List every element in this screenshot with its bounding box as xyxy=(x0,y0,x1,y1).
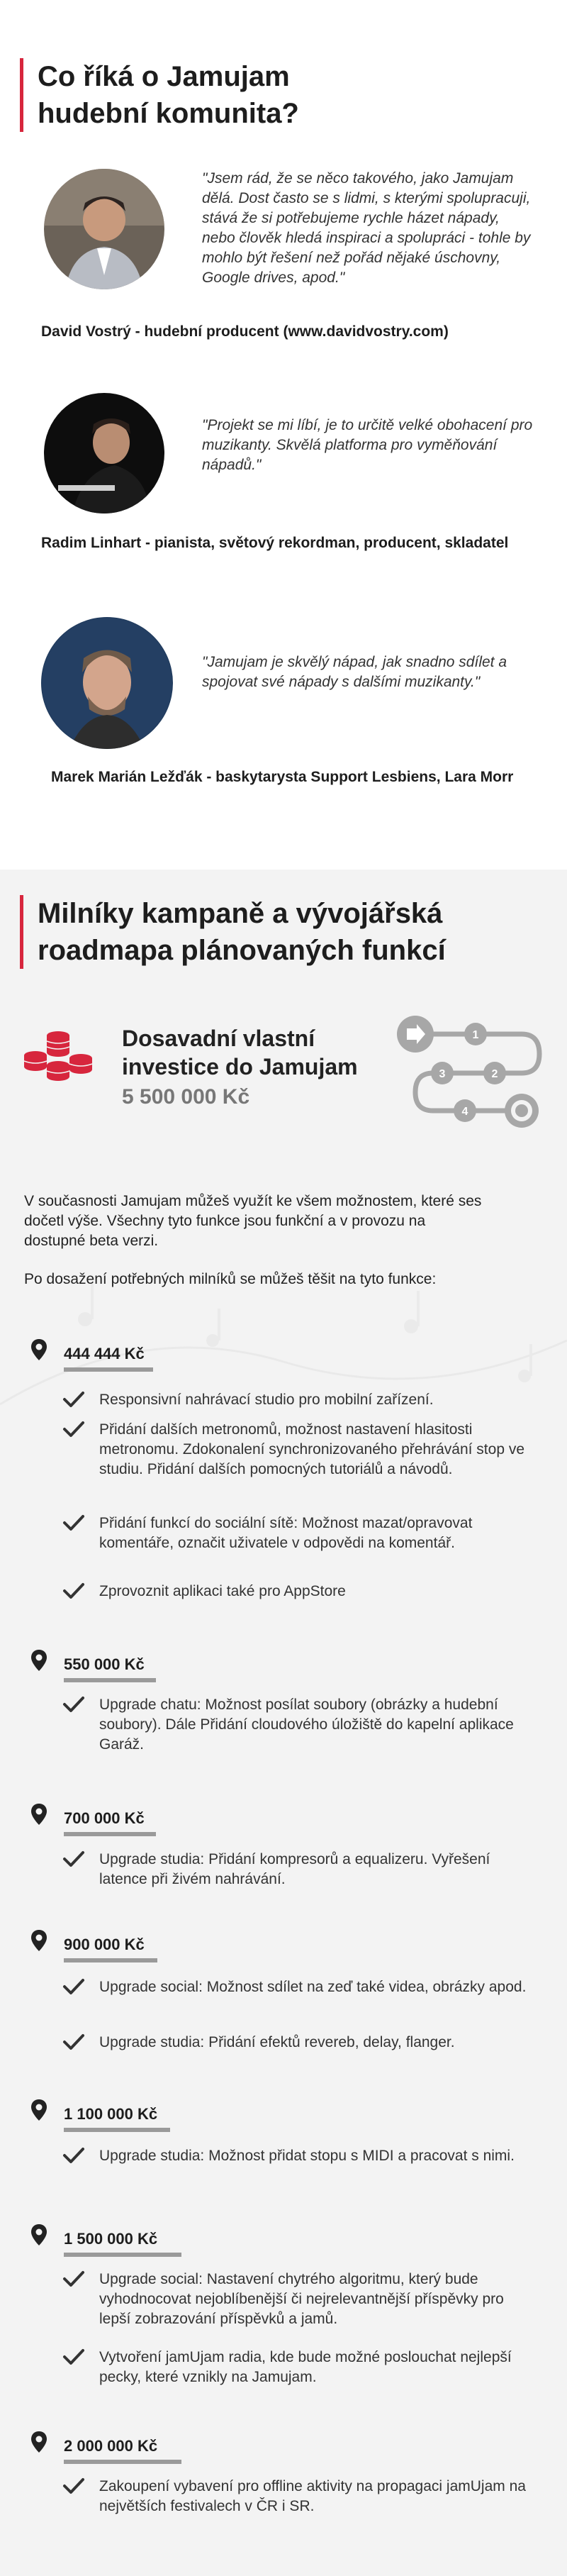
milestone-underline xyxy=(64,2460,181,2464)
milestone-feature: Přidání dalších metronomů, možnost nastavení hlasitosti metronomu. Zdokonalení synchronizovaného přehrávání stop ve studiu. Přidání dalších pomocných tutoriálů a návodů. xyxy=(99,1421,525,1477)
pin-icon xyxy=(31,1650,47,1671)
roadmap-step-1: 1 xyxy=(472,1029,479,1041)
avatar-david xyxy=(44,169,164,289)
pin-icon xyxy=(31,2224,47,2245)
check-icon xyxy=(62,1977,85,1996)
testimonial-author-3: Marek Marián Ležďák - baskytarysta Support Lesbiens, Lara Morr xyxy=(51,769,514,785)
milestone-feature: Responsivní nahrávací studio pro mobilní zařízení. xyxy=(99,1392,434,1408)
roadmap-step-3: 3 xyxy=(439,1068,446,1080)
check-icon xyxy=(62,2146,85,2165)
check-icon xyxy=(62,1695,85,1714)
check-icon xyxy=(62,1390,85,1409)
testimonial-quote-3: "Jamujam je skvělý nápad, jak snadno sdílet a spojovat své nápady s dalšími muzikanty." xyxy=(202,654,507,690)
milestone-underline xyxy=(64,2253,181,2257)
milestone-amount: 900 000 Kč xyxy=(64,1936,145,1953)
milestone-underline xyxy=(64,1367,153,1372)
check-icon xyxy=(62,2033,85,2051)
milestone-feature: Upgrade studia: Přidání efektů revereb, delay, flanger. xyxy=(99,2034,455,2050)
roadmap-title-line1: Milníky kampaně a vývojářská xyxy=(38,898,443,929)
pin-icon xyxy=(31,1930,47,1951)
milestone-feature: Vytvoření jamUjam radia, kde bude možné poslouchat nejlepší pecky, které vznikly na Jamujam. xyxy=(99,2349,512,2385)
roadmap-icon xyxy=(394,1013,550,1162)
community-title-line1: Co říká o Jamujam xyxy=(38,61,290,92)
investment-amount: 5 500 000 Kč xyxy=(122,1085,250,1109)
testimonial-quote-1: "Jsem rád, že se něco takového, jako Jamujam dělá. Dost často se s lidmi, s kterými spolupracuji, stává že si potřebujeme rychle házet nápady, nebo člověk hledá inspiraci a spolupráci - tohle by mohlo být řešení než pořád nějaké úschovny, Google drives, apod." xyxy=(202,170,531,286)
milestone-underline xyxy=(64,1958,157,1962)
check-icon xyxy=(62,2270,85,2288)
community-title xyxy=(20,58,299,132)
coins-icon xyxy=(23,1027,94,1084)
check-icon xyxy=(62,1514,85,1532)
milestone-underline xyxy=(64,1832,156,1836)
milestone-amount: 700 000 Kč xyxy=(64,1809,145,1827)
check-icon xyxy=(62,1850,85,1868)
investment-title: Dosavadní vlastní investice do Jamujam xyxy=(122,1026,358,1079)
milestone-feature: Upgrade studia: Přidání kompresorů a equalizeru. Vyřešení latence při živém nahrávání. xyxy=(99,1851,490,1887)
roadmap-intro-2: Po dosažení potřebných milníků se můžeš těšit na tyto funkce: xyxy=(24,1271,437,1287)
avatar-marek xyxy=(41,617,173,749)
roadmap-step-4: 4 xyxy=(461,1106,468,1118)
check-icon xyxy=(62,1582,85,1600)
pin-icon xyxy=(31,2099,47,2121)
milestone-amount: 1 500 000 Kč xyxy=(64,2230,158,2248)
milestone-amount: 1 100 000 Kč xyxy=(64,2105,158,2123)
milestone-feature: Upgrade studia: Možnost přidat stopu s MIDI a pracovat s nimi. xyxy=(99,2148,515,2164)
pin-icon xyxy=(31,1804,47,1825)
pin-icon xyxy=(31,2431,47,2453)
check-icon xyxy=(62,2477,85,2495)
milestone-feature: Upgrade social: Možnost sdílet na zeď také videa, obrázky apod. xyxy=(99,1979,527,1995)
testimonial-author-2: Radim Linhart - pianista, světový rekordman, producent, skladatel xyxy=(41,535,509,551)
check-icon xyxy=(62,2348,85,2366)
milestone-amount: 2 000 000 Kč xyxy=(64,2437,158,2455)
testimonial-author-1: David Vostrý - hudební producent (www.davidvostry.com) xyxy=(41,323,449,340)
testimonial-quote-2: "Projekt se mi líbí, je to určitě velké obohacení pro muzikanty. Skvělá platforma pro vyměňování nápadů." xyxy=(202,417,533,473)
roadmap-title xyxy=(20,895,446,969)
community-title-line2: hudební komunita? xyxy=(38,98,299,129)
milestone-feature: Upgrade social: Nastavení chytrého algoritmu, který bude vyhodnocovat nejoblíbenější či nejrelevantnější příspěvky pro lepší zobrazování příspěvků a jamů. xyxy=(99,2271,504,2327)
milestone-feature: Upgrade chatu: Možnost posílat soubory (obrázky a hudební soubory). Dále Přidání cloudového úložiště do kapelní aplikace Garáž. xyxy=(99,1697,514,1753)
roadmap-title-line2: roadmapa plánovaných funkcí xyxy=(38,935,446,966)
check-icon xyxy=(62,1420,85,1438)
avatar-radim xyxy=(44,393,164,513)
milestone-amount: 550 000 Kč xyxy=(64,1655,145,1673)
milestone-amount: 444 444 Kč xyxy=(64,1345,145,1362)
milestone-feature: Přidání funkcí do sociální sítě: Možnost mazat/opravovat komentáře, označit uživatele v odpovědi na komentář. xyxy=(99,1515,473,1551)
roadmap-intro-1: V současnosti Jamujam můžeš využít ke všem možnostem, které ses dočetl výše. Všechny tyto funkce jsou funkční a v provozu na dostupné beta verzi. xyxy=(24,1193,482,1249)
milestone-feature: Zprovoznit aplikaci také pro AppStore xyxy=(99,1583,346,1599)
milestone-underline xyxy=(64,2128,170,2132)
roadmap-step-2: 2 xyxy=(491,1068,498,1080)
milestone-feature: Zakoupení vybavení pro offline aktivity na propagaci jamUjam na největších festivalech v ČR i SR. xyxy=(99,2478,526,2514)
pin-icon xyxy=(31,1339,47,1360)
milestone-underline xyxy=(64,1678,156,1682)
